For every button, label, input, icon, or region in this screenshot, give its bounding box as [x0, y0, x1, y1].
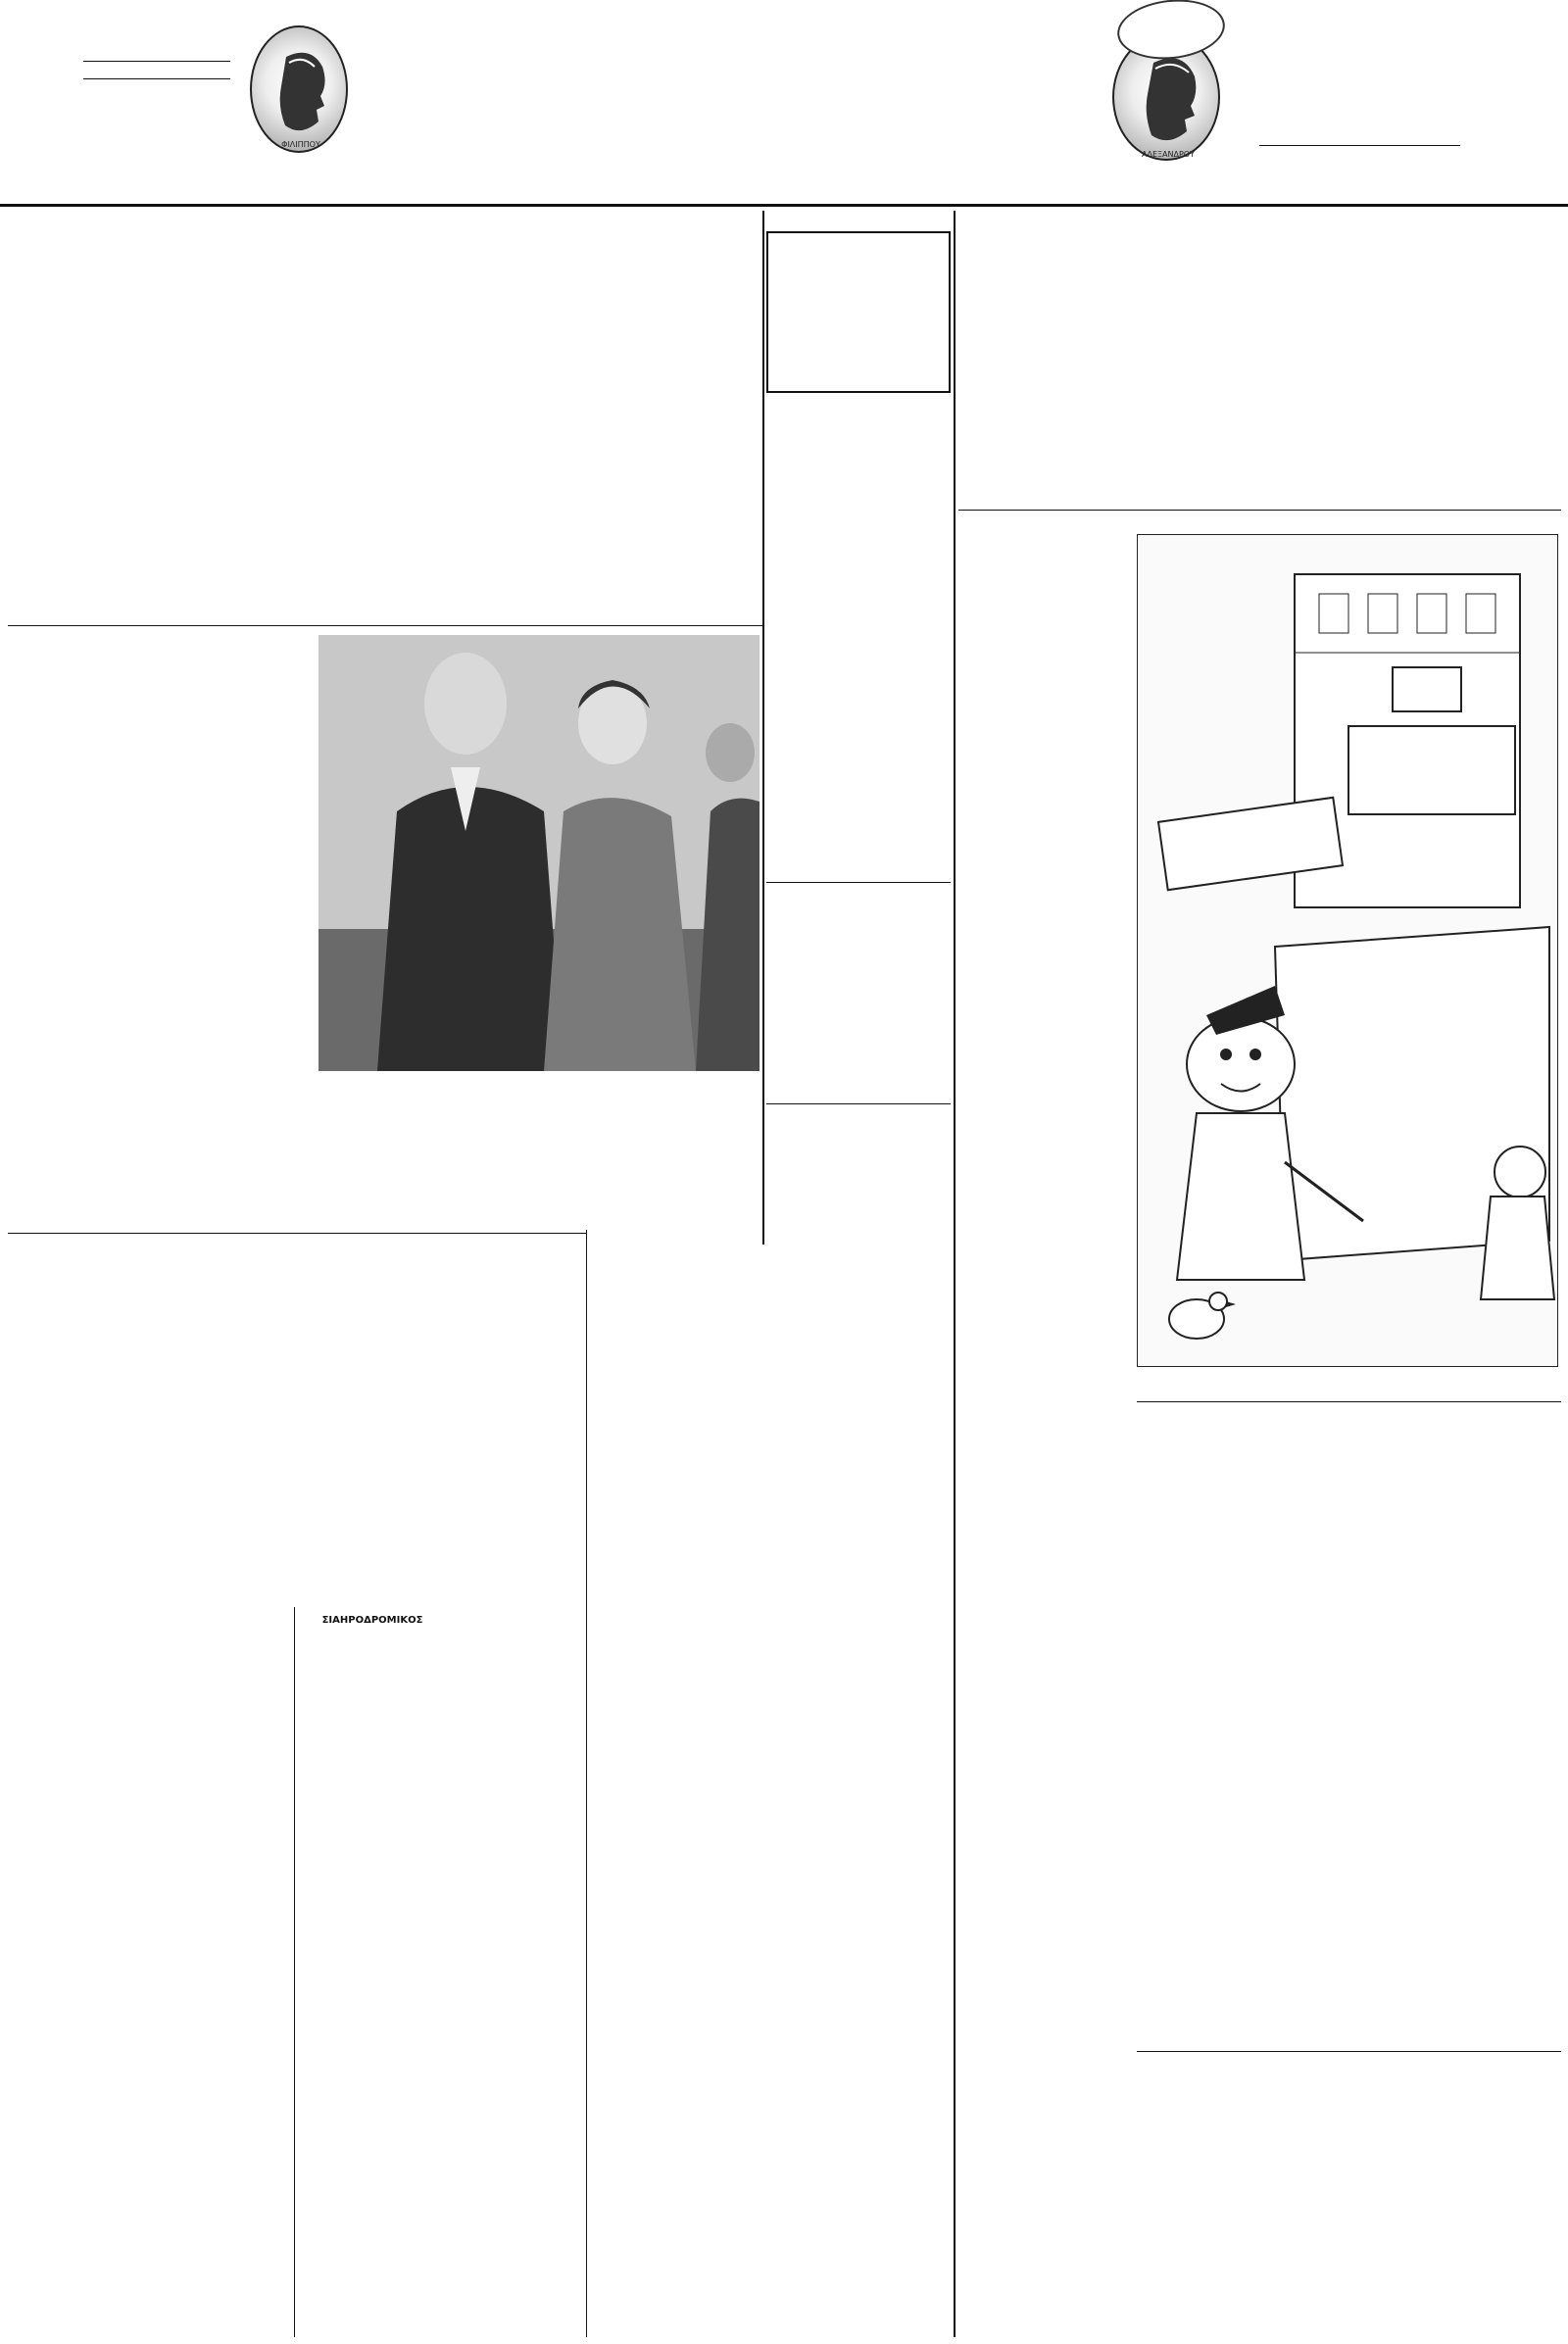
ranger-body-1 — [1137, 1705, 1343, 2048]
generals-body — [766, 629, 951, 879]
plaza-continued-body — [591, 1237, 760, 1678]
lead-headline-1 — [10, 216, 703, 296]
masthead — [0, 0, 1568, 211]
nastrentin-body — [299, 2058, 441, 2337]
generals-headline — [766, 519, 951, 598]
kosygin-headline — [768, 233, 949, 245]
plaza-body — [461, 1093, 760, 1230]
ere-subheadline — [965, 397, 1558, 505]
lead-meeting — [10, 533, 762, 577]
svg-text:ΑΛΕΞΑΝΔΡΟΥ: ΑΛΕΞΑΝΔΡΟΥ — [1142, 150, 1195, 159]
ere-deputies-body — [958, 725, 1133, 975]
ere-body-2 — [958, 980, 1133, 1161]
photo-figures-icon — [318, 635, 760, 1071]
inspector-body — [299, 1730, 446, 1965]
murville-body-2 — [1350, 2231, 1558, 2339]
nastrentin-headline — [299, 1987, 583, 2036]
svg-text:ΦΙΛΙΠΠΟΥ: ΦΙΛΙΠΠΟΥ — [281, 140, 320, 149]
ranger-body-2 — [1350, 1705, 1558, 1872]
moscow-subhead — [12, 792, 306, 819]
turkey-body-4 — [157, 1514, 289, 1798]
ranger-body-3 — [1350, 1891, 1558, 2048]
moscow-interview — [12, 823, 306, 882]
turkey-headline — [10, 1259, 555, 1362]
lead-arrival — [10, 486, 762, 530]
never-headline — [766, 1335, 951, 1374]
turkey-body-6 — [157, 2210, 289, 2337]
moscow-headline — [10, 657, 309, 789]
cartoon-banner — [1299, 949, 1544, 1247]
photo-caption — [318, 1073, 760, 1087]
ere-deputies-headline — [958, 515, 1133, 643]
inspector-headline — [299, 1629, 446, 1687]
inspector-body-2 — [451, 1615, 583, 1850]
murville-headline — [1137, 2075, 1558, 2123]
turkey-subheadline — [29, 1364, 568, 1452]
kosygin-box — [766, 231, 951, 393]
johnson-headline — [766, 1108, 951, 1167]
ranger-headline-3 — [1137, 1553, 1558, 1602]
quarantine-headline — [766, 1529, 951, 1593]
plaza-body-2 — [318, 1093, 456, 1230]
murville-sub — [1137, 2126, 1558, 2205]
lead-headline-2 — [10, 294, 703, 372]
johnson-body — [766, 1197, 951, 1315]
turkey-lead — [294, 1509, 583, 1607]
faruk-body — [446, 2200, 583, 2337]
lead-subheadline — [69, 376, 735, 482]
moscow-body-2 — [162, 887, 309, 1181]
turkey-body-1 — [12, 1514, 149, 1710]
plaza-photo — [318, 635, 760, 1071]
lead-report — [10, 582, 762, 621]
kosygin-body — [766, 398, 951, 501]
quarantine-body — [766, 1623, 951, 1686]
masthead-rule — [0, 204, 1568, 207]
ere-headline-2 — [958, 290, 1561, 351]
ere-headline-1 — [958, 229, 1561, 292]
murville-body-1 — [1137, 2231, 1343, 2339]
pythion-headline — [766, 903, 951, 964]
premier-body — [451, 1870, 583, 1982]
ranger-headline-1 — [1137, 1429, 1558, 1491]
date-box — [1259, 33, 1460, 37]
turkey-subheadline-2 — [39, 1455, 559, 1506]
turkey-body-5 — [157, 1818, 289, 2190]
date-stamp-text — [1116, 0, 1219, 8]
head-profile-icon — [252, 27, 350, 155]
newspaper-title — [348, 14, 1132, 154]
political-cartoon — [1137, 534, 1558, 1367]
police-kicker: ΣΙΑΗΡΟΔΡΟΜΙΚΟΣ — [321, 1615, 423, 1626]
philip-coin-emblem — [250, 25, 348, 153]
ere-deputies-sub — [958, 647, 1133, 720]
telegram-body — [958, 1380, 1133, 1556]
turkey-body-3 — [12, 1970, 149, 2332]
faruk-headline — [446, 2107, 583, 2168]
turkey-body-2 — [12, 1734, 149, 1950]
never-body — [766, 1403, 951, 1526]
ranger-subheadline — [1137, 1604, 1558, 1677]
ere-headline-3 — [958, 351, 1561, 394]
contact-body — [591, 1695, 760, 1744]
ranger-headline-2 — [1137, 1491, 1558, 1550]
moscow-body-1 — [12, 887, 155, 1181]
pythion-body — [766, 998, 951, 1100]
revelation-body — [958, 1180, 1133, 1361]
